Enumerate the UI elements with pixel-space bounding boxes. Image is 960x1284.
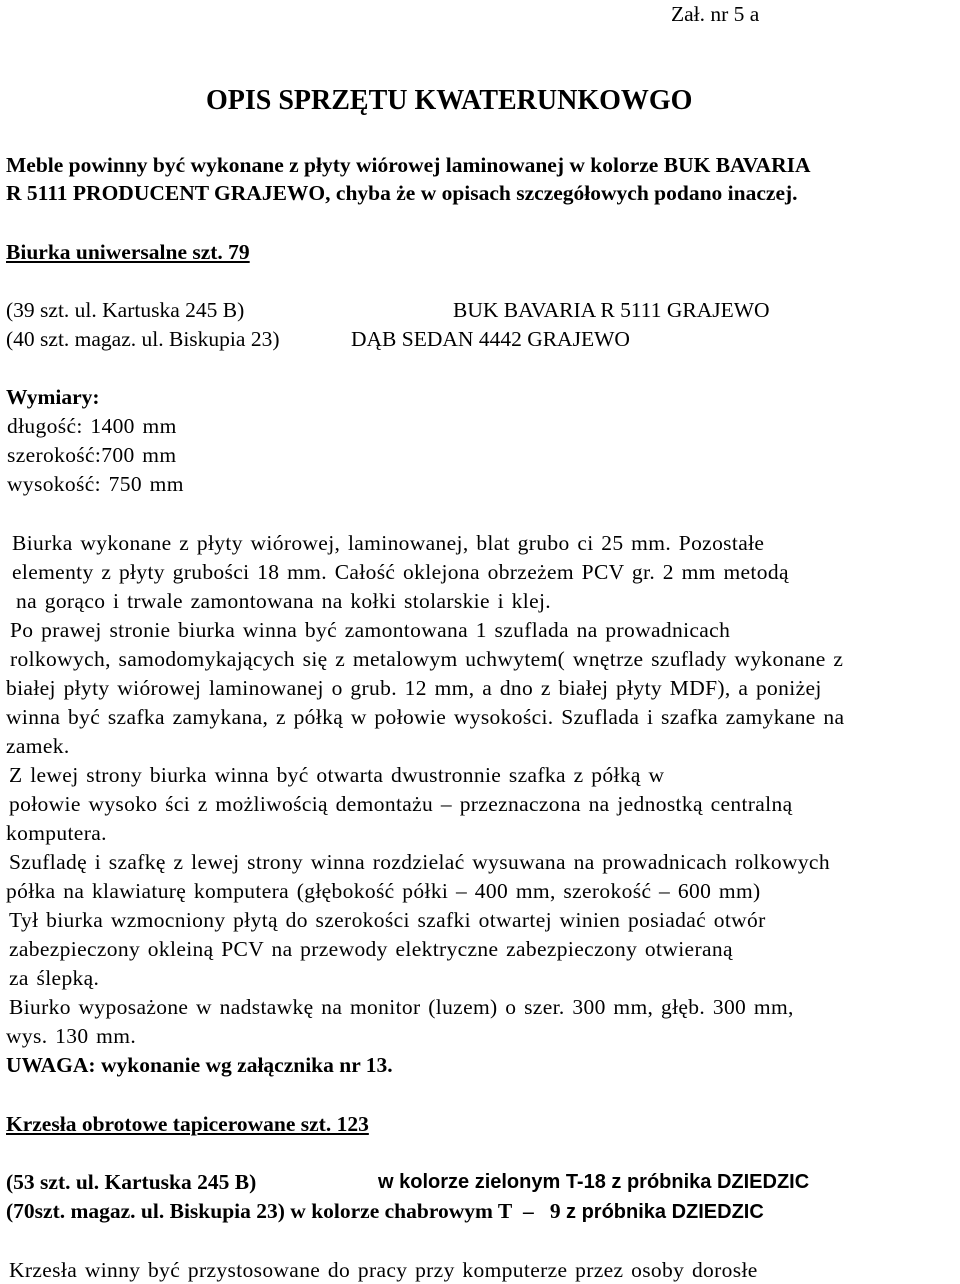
desc-line: Tył biurka wzmocniony płytą do szerokości szafki otwartej winien posiadać otwór	[9, 908, 766, 932]
desc-line: rolkowych, samodomykających się z metalowym uchwytem( wnętrze szuflady wykonane z	[10, 647, 844, 671]
desks-note: UWAGA: wykonanie wg załącznika nr 13.	[6, 1053, 393, 1077]
dimension-width: szerokość:700 mm	[7, 443, 177, 467]
chairs-heading: Krzesła obrotowe tapicerowane szt. 123	[6, 1112, 369, 1136]
chairs-dash: –	[523, 1199, 534, 1223]
chairs-color-2: z próbnika DZIEDZIC	[566, 1201, 764, 1223]
dimensions-heading: Wymiary:	[6, 385, 100, 409]
attachment-label: Zał. nr 5 a	[671, 2, 760, 26]
chairs-description: Krzesła winny być przystosowane do pracy przy komputerze przez osoby dorosłe	[9, 1258, 758, 1282]
desc-line: winna być szafka zamykana, z półką w połowie wysokości. Szuflada i szafka zamykane na	[6, 705, 845, 729]
desc-line: Po prawej stronie biurka winna być zamontowana 1 szuflada na prowadnicach	[10, 618, 731, 642]
chairs-location-2-text: (70szt. magaz. ul. Biskupia 23) w kolorze chabrowym T	[6, 1199, 513, 1223]
chairs-color-number: 9	[549, 1199, 561, 1223]
intro-line: R 5111 PRODUCENT GRAJEWO, chyba że w opisach szczegółowych podano inaczej.	[6, 181, 798, 205]
desc-line: na gorąco i trwale zamontowana na kołki stolarskie i klej.	[16, 589, 552, 613]
desks-color-2: DĄB SEDAN 4442 GRAJEWO	[351, 327, 630, 351]
desc-line: za ślepką.	[9, 966, 100, 990]
desks-heading: Biurka uniwersalne szt. 79	[6, 240, 250, 264]
desks-location-1: (39 szt. ul. Kartuska 245 B)	[6, 298, 245, 322]
desc-line: zamek.	[6, 734, 70, 758]
desks-location-2: (40 szt. magaz. ul. Biskupia 23)	[6, 327, 280, 351]
desc-line: elementy z płyty grubości 18 mm. Całość oklejona obrzeżem PCV gr. 2 mm metodą	[12, 560, 789, 584]
desc-line: Biurka wykonane z płyty wiórowej, laminowanej, blat grubo ci 25 mm. Pozostałe	[12, 531, 765, 555]
desc-line: Z lewej strony biurka winna być otwarta dwustronnie szafka z półką w	[9, 763, 665, 787]
desks-color-1: BUK BAVARIA R 5111 GRAJEWO	[453, 298, 770, 322]
dimension-height: wysokość: 750 mm	[7, 472, 184, 496]
desc-line: Biurko wyposażone w nadstawkę na monitor (luzem) o szer. 300 mm, głęb. 300 mm,	[9, 995, 794, 1019]
dimension-length: długość: 1400 mm	[7, 414, 177, 438]
chairs-color-1: w kolorze zielonym T-18 z próbnika DZIEDZIC	[378, 1171, 810, 1193]
desc-line: wys. 130 mm.	[6, 1024, 137, 1048]
intro-line: Meble powinny być wykonane z płyty wiórowej laminowanej w kolorze BUK BAVARIA	[6, 153, 811, 177]
desc-line: półka na klawiaturę komputera (głębokość półki – 400 mm, szerokość – 600 mm)	[6, 879, 761, 903]
desc-line: połowie wysoko ści z możliwością demontażu – przeznaczona na jednostką centralną	[9, 792, 793, 816]
chairs-location-1: (53 szt. ul. Kartuska 245 B)	[6, 1170, 257, 1194]
chairs-location-2	[6, 1197, 764, 1226]
desc-line: białej płyty wiórowej laminowanej o grub. 12 mm, a dno z białej płyty MDF), a poniżej	[6, 676, 822, 700]
desc-line: Szufladę i szafkę z lewej strony winna rozdzielać wysuwana na prowadnicach rolkowych	[9, 850, 830, 874]
desc-line: zabezpieczony okleiną PCV na przewody elektryczne zabezpieczony otwieraną	[9, 937, 733, 961]
document-title: OPIS SPRZĘTU KWATERUNKOWGO	[206, 85, 693, 116]
desc-line: komputera.	[6, 821, 107, 845]
